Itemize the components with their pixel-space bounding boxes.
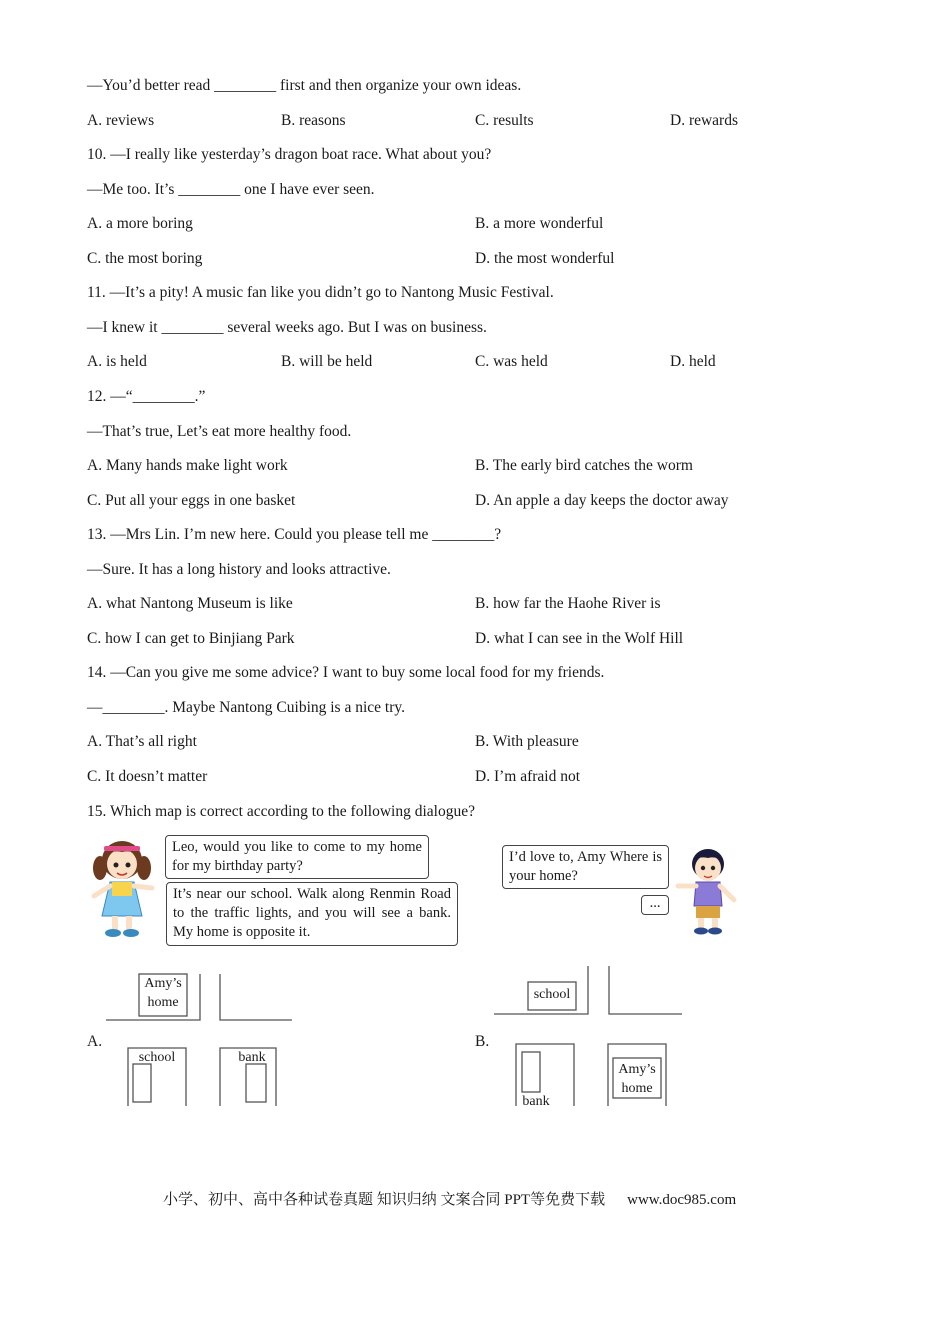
q14-option-d: D. I’m afraid not xyxy=(475,768,581,785)
q15-question: 15. Which map is correct according to the following dialogue? xyxy=(87,803,475,820)
q11-response: —I knew it ________ several weeks ago. But I was on business. xyxy=(87,319,487,336)
girl-speech-bubble-2: It’s near our school. Walk along Renmin Road to the traffic lights, and you will see a bank. My home is opposite it. xyxy=(166,882,458,946)
q14-option-b: B. With pleasure xyxy=(475,733,579,750)
q11-option-d: D. held xyxy=(670,353,716,370)
q14-response: —________. Maybe Nantong Cuibing is a nice try. xyxy=(87,699,405,716)
q11-option-a: A. is held xyxy=(87,353,147,370)
q9-option-d: D. rewards xyxy=(670,112,739,129)
q11-question: 11. —It’s a pity! A music fan like you didn’t go to Nantong Music Festival. xyxy=(87,284,554,301)
map-a-label: A. xyxy=(87,1033,103,1050)
q11-option-b: B. will be held xyxy=(281,353,373,370)
q13-option-d: D. what I can see in the Wolf Hill xyxy=(475,630,684,647)
q13-option-c: C. how I can get to Binjiang Park xyxy=(87,630,295,647)
q10-option-b: B. a more wonderful xyxy=(475,215,604,232)
q12-question: 12. —“________.” xyxy=(87,388,206,405)
footer-text: 小学、初中、高中各种试卷真题 知识归纳 文案合同 PPT等免费下载 xyxy=(163,1192,606,1208)
map-b-label: B. xyxy=(475,1033,490,1050)
q12-option-a: A. Many hands make light work xyxy=(87,457,288,474)
q10-option-d: D. the most wonderful xyxy=(475,250,615,267)
q12-option-c: C. Put all your eggs in one basket xyxy=(87,492,296,509)
q9-option-c: C. results xyxy=(475,112,534,129)
q12-option-d: D. An apple a day keeps the doctor away xyxy=(475,492,729,509)
q10-option-a: A. a more boring xyxy=(87,215,193,232)
map-a-bank-label: bank xyxy=(238,1050,266,1065)
q13-response: —Sure. It has a long history and looks attractive. xyxy=(87,561,391,578)
q13-question: 13. —Mrs Lin. I’m new here. Could you please tell me ________? xyxy=(87,526,502,543)
q12-response: —That’s true, Let’s eat more healthy food. xyxy=(87,423,352,440)
q10-option-c: C. the most boring xyxy=(87,250,203,267)
q10-response: —Me too. It’s ________ one I have ever seen. xyxy=(87,181,375,198)
map-a-school-label: school xyxy=(138,1050,176,1065)
boy-illustration xyxy=(674,846,740,941)
girl-speech-bubble-1: Leo, would you like to come to my home for my birthday party? xyxy=(165,835,429,879)
page-footer xyxy=(163,1190,736,1210)
map-b-bank-label: bank xyxy=(522,1094,550,1109)
q12-option-b: B. The early bird catches the worm xyxy=(475,457,693,474)
map-a-home-label-2: home xyxy=(147,995,179,1010)
map-a-home-label-1: Amy’s xyxy=(144,976,182,991)
girl-illustration xyxy=(86,838,158,945)
q9-option-a: A. reviews xyxy=(87,112,155,129)
q14-question: 14. —Can you give me some advice? I want to buy some local food for my friends. xyxy=(87,664,605,681)
q10-question: 10. —I really like yesterday’s dragon boat race. What about you? xyxy=(87,146,492,163)
boy-speech-bubble-1: I’d love to, Amy Where is your home? xyxy=(502,845,669,889)
map-a xyxy=(106,966,296,1108)
q13-option-b: B. how far the Haohe River is xyxy=(475,595,661,612)
q14-option-a: A. That’s all right xyxy=(87,733,197,750)
map-b-school-label: school xyxy=(533,987,571,1002)
boy-speech-bubble-2: ... xyxy=(641,895,669,915)
map-b xyxy=(494,966,686,1112)
q13-option-a: A. what Nantong Museum is like xyxy=(87,595,293,612)
footer-site-link[interactable]: www.doc985.com xyxy=(627,1192,737,1208)
map-b-home-label-2: home xyxy=(621,1081,653,1096)
q14-option-c: C. It doesn’t matter xyxy=(87,768,208,785)
q9-option-b: B. reasons xyxy=(281,112,346,129)
q11-option-c: C. was held xyxy=(475,353,548,370)
q9-prompt: —You’d better read ________ first and then organize your own ideas. xyxy=(87,77,522,94)
map-b-home-label-1: Amy’s xyxy=(618,1062,656,1077)
